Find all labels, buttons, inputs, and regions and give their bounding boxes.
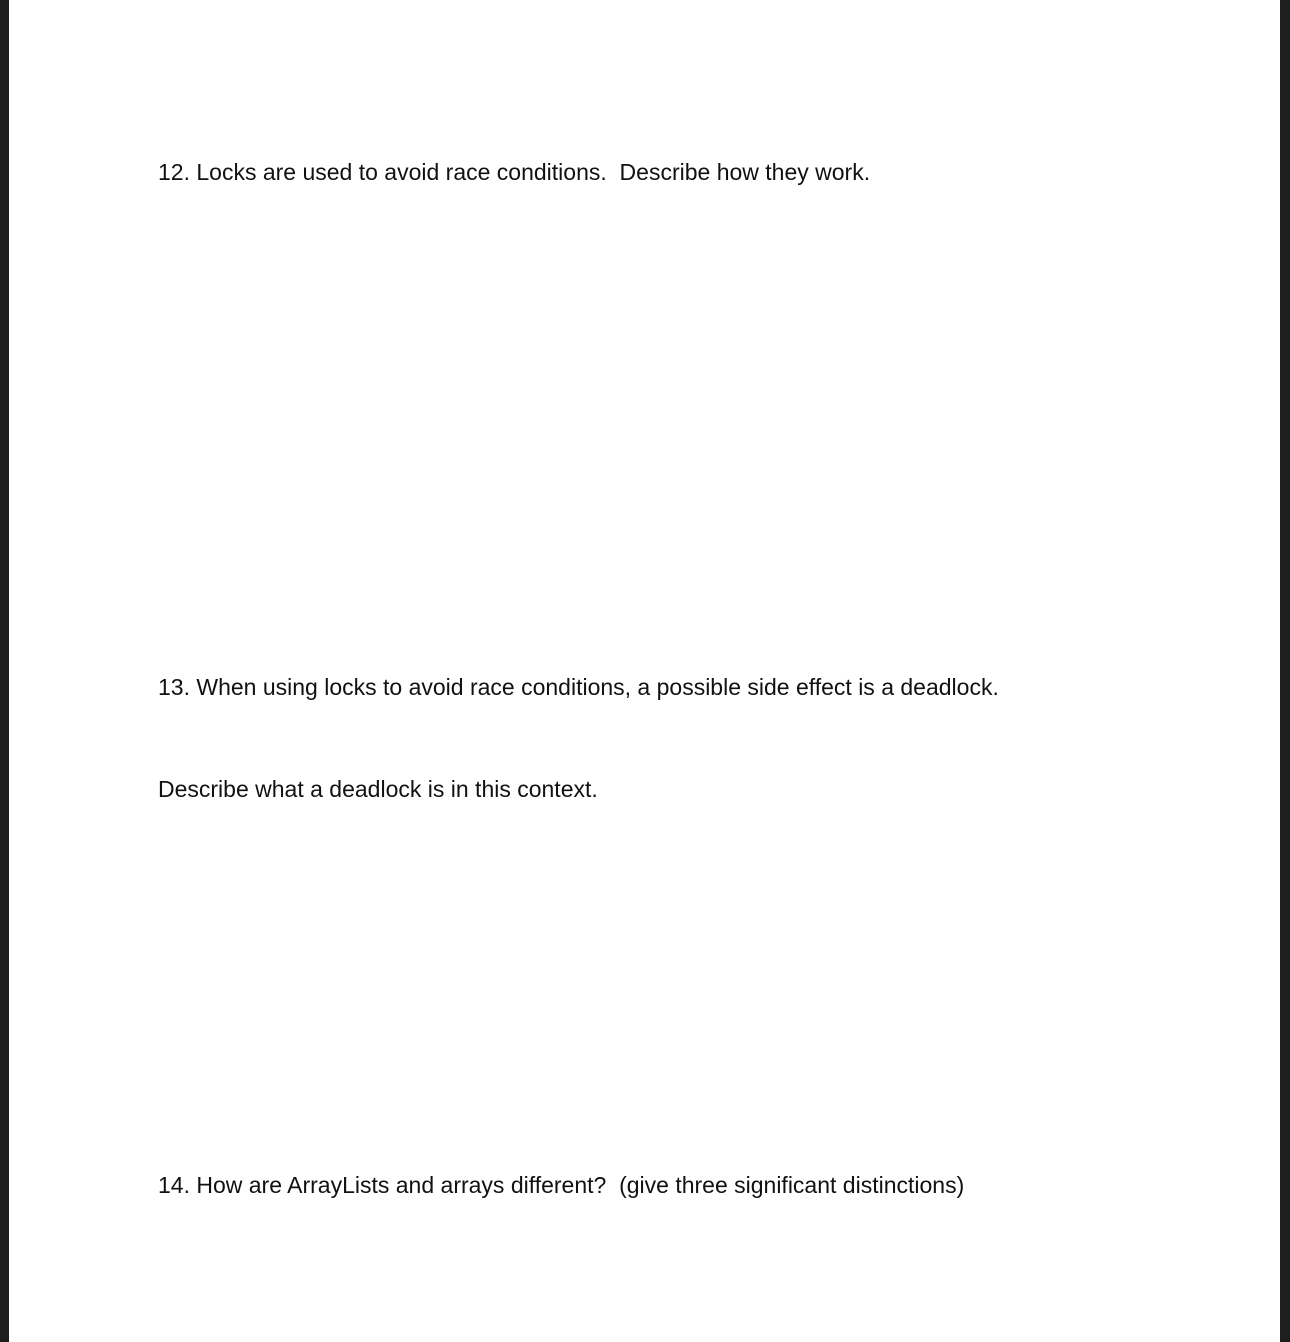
question-14 [158,1100,1158,1270]
question-12-text: 12. Locks are used to avoid race conditions. Describe how they work. [158,159,871,185]
question-13-text-line-2: Describe what a deadlock is in this context. [158,776,598,802]
question-12 [158,87,1158,257]
question-13-text-line-1: 13. When using locks to avoid race conditions, a possible side effect is a deadlock. [158,674,999,700]
question-14-text: 14. How are ArrayLists and arrays different? (give three significant distinctions) [158,1172,965,1198]
document-page [9,0,1280,1342]
question-13 [158,602,1158,874]
